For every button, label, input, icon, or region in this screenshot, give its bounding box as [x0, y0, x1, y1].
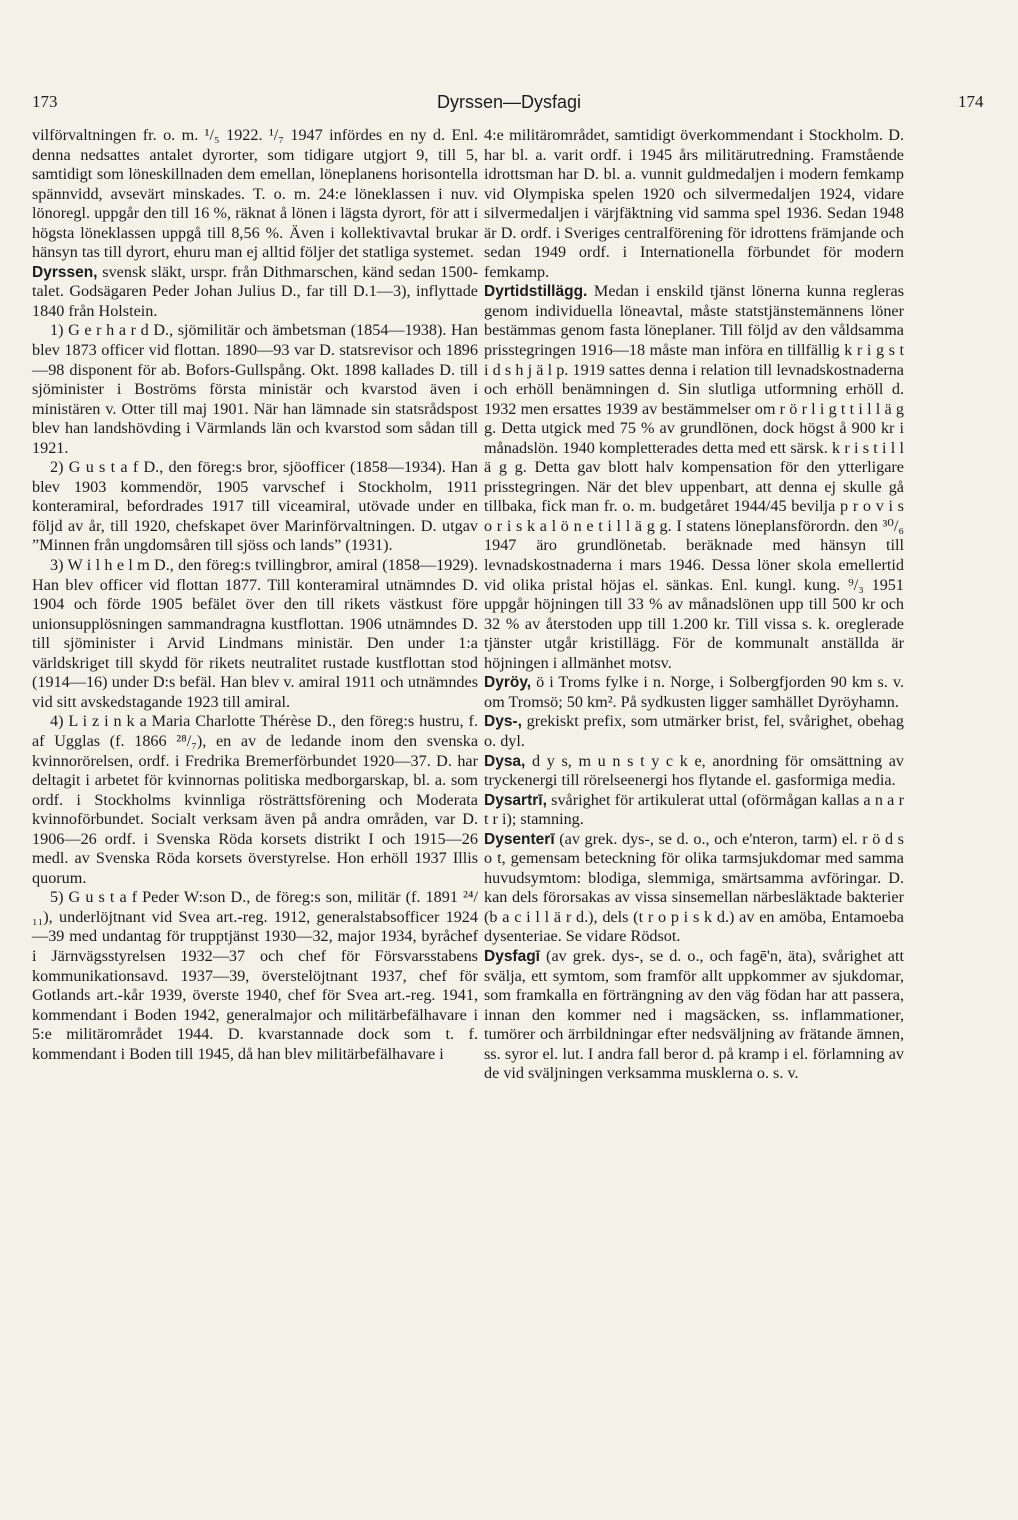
entry-paragraph — [484, 673, 904, 712]
entry-text: (av grek. dys-, se d. o., och fagē'n, äta), svårighet att svälja, ett symtom, som framför allt uppkommer av sjukdomar, som framkalla en förträngning av den väg födan har att passera, innan den kommer ned i magsäcken, ss. inflammationer, tumörer och ärrbildningar efter nedsväljning av frätande ämnen, ss. syror el. lut. I andra fall beror d. på kramp i el. förlamning av de vid sväljningen verksamma musklerna o. s. v. — [484, 946, 904, 1083]
entry-text: svårighet för artikulerat uttal (oförmågan kallas a n a r t r i); stamning. — [484, 790, 904, 829]
entry-paragraph — [32, 263, 478, 322]
entry-headword: Dyrssen, — [32, 263, 98, 281]
page-number-left: 173 — [32, 92, 58, 111]
text-paragraph — [32, 458, 478, 556]
text-paragraph — [32, 712, 478, 888]
page-number-right: 174 — [958, 92, 984, 111]
text-paragraph — [32, 321, 478, 458]
entry-text: (av grek. dys-, se d. o., och e'nteron, tarm) el. r ö d s o t, gemensam beteckning för olika tarmsjukdomar med samma huvudsymtom: blodiga, slemmiga, smärtsamma avföringar. D. kan dels förorsakas av vissa sinsemellan närbesläktade bakterier (b a c i l l ä r d.), dels (t r o p i s k d.) av en amöba, Entamoeba dysenteriae. Se vidare Rödsot. — [484, 829, 904, 946]
running-head: Dyrssen—Dysfagi — [436, 92, 582, 112]
entry-text: 3) W i l h e l m D., den föreg:s tvillingbror, amiral (1858—1929). Han blev officer vid flottan 1877. Till konteramiral utnämndes D. 1904 och förde 1905 befälet över den till rikets västkust före unionsupplösningen sammandragna kustflottan. 1906 utnämndes D. till sjöminister i Arvid Lindmans ministär. Den under 1:a världskriget till skydd för rikets neutralitet rustade kustflottan stod (1914—16) under D:s befäl. Han blev v. amiral 1911 och utnämndes vid sitt avskedstagande 1923 till amiral. — [32, 556, 478, 711]
entry-headword: Dyröy, — [484, 674, 532, 692]
entry-text: 4) L i z i n k a Maria Charlotte Thérèse D., den föreg:s hustru, f. af Ugglas (f. 1866 ²⁸/₇), en av de ledande inom den svenska kvinnorörelsen, ordf. i Fredrika Bremerförbundet 1920—37. D. har deltagit i arbetet för kvinnornas politiska medborgarskap, bl. a. som ordf. i Stockholms kvinnliga rösträttsförening och Moderata kvinnoförbundet. Socialt verksam även på andra områden, var D. 1906—26 ordf. i Svenska Röda korsets distrikt I och 1915—26 medl. av Svenska Röda korsets överstyrelse. Hon erhöll 1937 Illis quorum. — [32, 712, 478, 887]
right-column — [484, 126, 904, 1084]
entry-text: d y s, m u n s t y c k e, anordning för omsättning av tryckenergi till rörelseenergi hos flytande el. gasformiga media. — [484, 751, 904, 790]
text-paragraph — [484, 126, 904, 282]
entry-paragraph — [484, 752, 904, 791]
entry-paragraph — [484, 791, 904, 830]
entry-headword: Dysa, — [484, 752, 526, 770]
entry-paragraph — [484, 712, 904, 751]
entry-headword: Dys-, — [484, 713, 522, 731]
entry-text: 5) G u s t a f Peder W:son D., de föreg:s son, militär (f. 1891 ²⁴/₁₁), underlöjtnant vid Svea art.-reg. 1912, generalstabsofficer 1924—39 med undantag för trupptjänst 1930—32, major 1934, byråchef i Järnvägsstyrelsen 1932—37 och chef för Försvarsstabens kommunikationsavd. 1937—39, överstelöjtnant 1937, chef för Gotlands art.-kår 1939, överste 1940, chef för Svea art.-reg. 1941, kommendant i Boden 1942, generalmajor och militärbefälhavare i 5:e militärområdet 1944. D. kvarstannade dock som t. f. kommendant i Boden till 1945, då han blev militärbefälhavare i — [32, 888, 478, 1063]
entry-text: svensk släkt, urspr. från Dithmarschen, känd sedan 1500-talet. Godsägaren Peder Johan Julius D., far till D.1—3), inflyttade 1840 från Holstein. — [32, 262, 478, 320]
entry-text: vilförvaltningen fr. o. m. ¹/₅ 1922. ¹/₇ 1947 infördes en ny d. Enl. denna nedsattes antalet dyrorter, som tidigare utgjort 9, till 5, samtidigt som löneskillnaden dem emellan, löneplanens horisontella spännvidd, avsevärt minskades. T. o. m. 24:e löneklassen i nuv. lönoregl. uppgår den till 16 %, räknat å lönen i lägsta dyrort, för att i högsta löneklassen uppgå till 8,56 %. Även i kollektivavtal brukar hänsyn tas till dyrort, ehuru man ej alltid följer det statliga systemet. — [32, 126, 478, 262]
entry-paragraph — [484, 947, 904, 1084]
left-column — [32, 126, 478, 1064]
entry-paragraph — [484, 282, 904, 673]
entry-headword: Dysartrī, — [484, 791, 547, 809]
entry-headword: Dysenterī — [484, 830, 555, 848]
text-paragraph — [32, 126, 478, 263]
entry-text: 2) G u s t a f D., den föreg:s bror, sjöofficer (1858—1934). Han blev 1903 kommendör, 1905 varvschef i Stockholm, 1911 konteramiral, befordrades 1917 till viceamiral, utövade under en följd av år, till 1920, chefskapet över Marinförvaltningen. D. utgav ”Minnen från ungdomsåren till sjöss och lands” (1931). — [32, 458, 478, 555]
entry-paragraph — [484, 830, 904, 947]
entry-text: grekiskt prefix, som utmärker brist, fel, svårighet, obehag o. dyl. — [484, 712, 904, 750]
entry-text: Medan i enskild tjänst lönerna kunna regleras genom individuella löneavtal, måste statstjänstemännens löner bestämmas genom fasta löneplaner. Till följd av den våldsamma prisstegringen 1916—18 måste man införa en tillfällig k r i g s t i d s h j ä l p. 1919 sattes denna i relation till levnadskostnaderna och erhöll benämningen d. Sin slutliga utformning erhöll d. 1932 men ersattes 1939 av bestämmelser om r ö r l i g t t i l l ä g g. Detta utgick med 75 % av grundlönen, dock högst å 900 kr i månadslön. 1940 kompletterades detta med ett särsk. k r i s t i l l ä g g. Detta gav blott halv kompensation för den ytterligare prisstegringen. När det blev uppenbart, att denna ej skulle gå tillbaka, fick man fr. o. m. budgetåret 1944/45 bevilja p r o v i s o r i s k a l ö n e t i l l ä g g. I statens löneplansförordn. den ³⁰/₆ 1947 äro grundlönetab. beräknade med hänsyn till levnadskostnaderna i mars 1946. Dessa löner skola emellertid vid olika pristal höjas el. sänkas. Enl. kungl. kung. ⁹/₃ 1951 uppgår höjningen till 33 % av månadslönen upp till 500 kr och 32 % av återstoden upp till 1.200 kr. Till vissa s. k. oreglerade tjänster utgår kristillägg. För de kommunalt anställda är höjningen i allmänhet motsv. — [484, 282, 904, 672]
entry-text: ö i Troms fylke i n. Norge, i Solbergfjorden 90 km s. v. om Tromsö; 50 km². På sydkusten ligger samhället Dyröyhamn. — [484, 673, 904, 711]
entry-text: 4:e militärområdet, samtidigt överkommendant i Stockholm. D. har bl. a. varit ordf. i 1945 års militärutredning. Framstående idrottsman har D. bl. a. vunnit guldmedaljen i modern femkamp vid Olympiska spelen 1920 och silvermedaljen 1924, vidare silvermedaljen i värjfäktning vid samma spel 1936. Sedan 1948 är D. ordf. i Sveriges centralförening för idrottens främjande och sedan 1949 ordf. i Internationella förbundet för modern femkamp. — [484, 126, 904, 281]
entry-text: 1) G e r h a r d D., sjömilitär och ämbetsman (1854—1938). Han blev 1873 officer vid flottan. 1890—93 var D. statsrevisor och 1896—98 disponent för ab. Bofors-Gullspång. Okt. 1898 kallades D. till sjöminister i Boströms första ministär och kvarstod även i ministären v. Otter till maj 1901. När han lämnade sin statsrådspost blev han landshövding i Värmlands län och kvarstod som sådan till 1921. — [32, 321, 478, 457]
entry-headword: Dyrtidstillägg. — [484, 283, 588, 301]
text-paragraph — [32, 556, 478, 712]
text-paragraph — [32, 888, 478, 1064]
entry-headword: Dysfagī — [484, 947, 540, 965]
